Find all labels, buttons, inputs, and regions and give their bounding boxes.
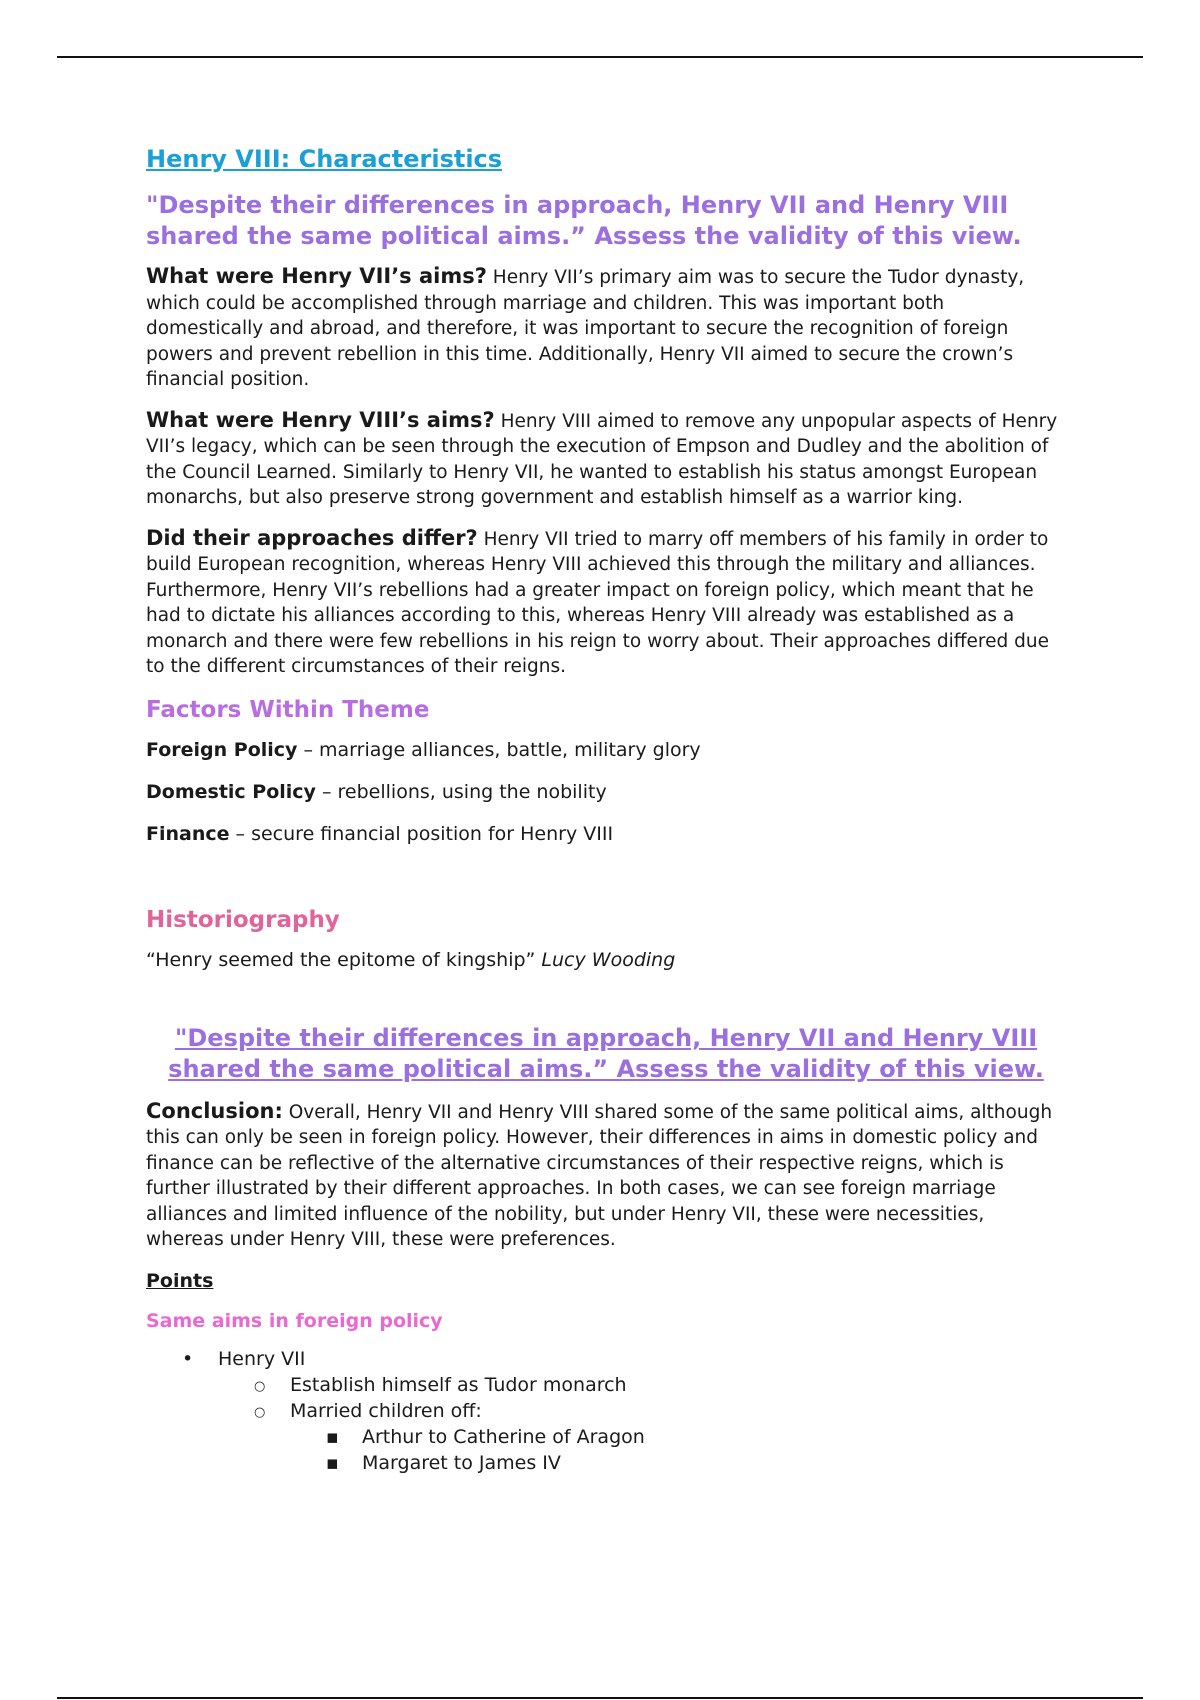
- list-item-text: Henry VII: [218, 1347, 306, 1370]
- historiography-heading: Historiography: [146, 906, 340, 933]
- factors-heading: Factors Within Theme: [146, 696, 430, 723]
- sub-sub-list: [290, 1424, 1066, 1476]
- list-item: [218, 1398, 1066, 1476]
- factor-domestic-policy: [146, 779, 1066, 805]
- paragraph-approaches: [146, 526, 1066, 680]
- essay-question: "Despite their differences in approach, Henry VII and Henry VIII shared the same political aims.” Assess the validity of this view.: [146, 191, 1022, 250]
- paragraph-henry-viii-aims: [146, 408, 1066, 511]
- paragraph-text: Henry VIII aimed to remove any unpopular aspects of Henry VII’s legacy, which can be seen through the execution of Empson and Dudley and the abolition of the Council Learned. Similarly to Henry VII, he wanted to establish his status amongst European monarchs, but also preserve strong government and establish himself as a warrior king.: [146, 410, 1058, 508]
- conclusion-lead: Conclusion:: [146, 1098, 283, 1123]
- quote-author: Lucy Wooding: [541, 948, 676, 971]
- list-item: [290, 1450, 1066, 1476]
- factor-text: – rebellions, using the nobility: [315, 780, 607, 803]
- list-item-text: Margaret to James IV: [362, 1451, 561, 1474]
- paragraph-text: Henry VII’s primary aim was to secure the Tudor dynasty, which could be accomplished through marriage and children. This was important both domestically and abroad, and therefore, it was important to secure the recognition of foreign powers and prevent rebellion in this time. Additionally, Henry VII aimed to secure the crown’s financial position.: [146, 267, 1025, 390]
- document-title: Henry VIII: Characteristics: [146, 145, 503, 173]
- list-item: [146, 1346, 1066, 1476]
- points-subheading: Same aims in foreign policy: [146, 1309, 443, 1332]
- list-item: [290, 1424, 1066, 1450]
- conclusion-text: Overall, Henry VII and Henry VIII shared some of the same political aims, although this can only be seen in foreign policy. However, their differences in aims in domestic policy and finance can be reflective of the alternative circumstances of their respective reigns, which is further illustrated by their different approaches. In both cases, we can see foreign marriage alliances and limited influence of the nobility, but under Henry VII, these were necessities, whereas under Henry VIII, these were preferences.: [146, 1101, 1053, 1250]
- points-list: [146, 1346, 1066, 1476]
- list-item-text: Arthur to Catherine of Aragon: [362, 1425, 645, 1448]
- list-item: [218, 1372, 1066, 1398]
- factor-name: Foreign Policy: [146, 738, 298, 761]
- document-body: [146, 140, 1066, 1476]
- bottom-rule: [57, 1697, 1143, 1699]
- sub-list: [218, 1372, 1066, 1476]
- factor-name: Finance: [146, 822, 230, 845]
- conclusion-paragraph: [146, 1099, 1066, 1253]
- essay-question-repeat: "Despite their differences in approach, Henry VII and Henry VIII shared the same political aims.” Assess the validity of this view.: [168, 1023, 1044, 1083]
- paragraph-text: Henry VII tried to marry off members of his family in order to build European recognition, whereas Henry VIII achieved this through the military and alliances. Furthermore, Henry VII’s rebellions had a greater impact on foreign policy, which meant that he had to dictate his alliances according to this, whereas Henry VIII already was established as a monarch and there were few rebellions in his reign to worry about. Their approaches differed due to the different circumstances of their reigns.: [146, 528, 1049, 677]
- factor-foreign-policy: [146, 737, 1066, 763]
- paragraph-lead: What were Henry VII’s aims?: [146, 264, 487, 288]
- factor-finance: [146, 821, 1066, 847]
- historiography-quote: [146, 947, 1066, 973]
- list-item-text: Establish himself as Tudor monarch: [290, 1373, 627, 1396]
- paragraph-lead: What were Henry VIII’s aims?: [146, 407, 495, 432]
- list-item-text: Married children off:: [290, 1399, 482, 1422]
- factor-text: – marriage alliances, battle, military glory: [297, 738, 701, 761]
- points-heading: Points: [146, 1269, 214, 1292]
- factor-name: Domestic Policy: [146, 780, 316, 803]
- paragraph-lead: Did their approaches differ?: [146, 525, 478, 550]
- top-rule: [57, 56, 1143, 58]
- paragraph-henry-vii-aims: [146, 264, 1066, 393]
- quote-text: “Henry seemed the epitome of kingship”: [146, 948, 542, 971]
- factor-text: – secure financial position for Henry VIII: [229, 822, 614, 845]
